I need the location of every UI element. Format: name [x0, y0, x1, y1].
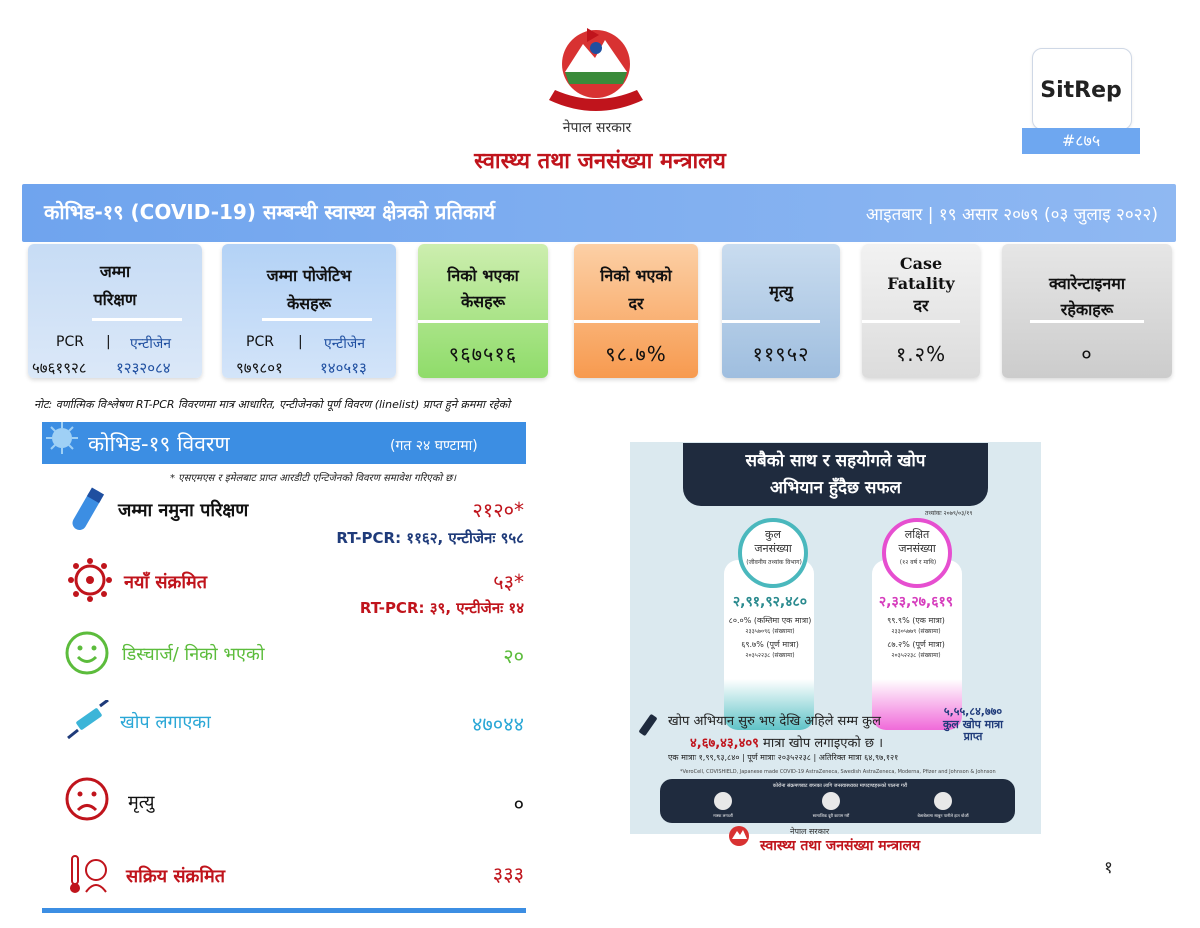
row-deaths-label: मृत्यु: [128, 792, 155, 813]
card-rate-rule: [574, 320, 698, 323]
poster-date: तथ्यांकः २०७९/०३/१९: [925, 510, 973, 517]
poster-headline2: अभियान हुँदैछ सफल: [770, 478, 901, 498]
poster-foot-label2: सामाजिक दूरी कायम गरौं: [812, 813, 850, 818]
card-positive-sep: |: [298, 334, 303, 350]
card-rate-label2: दर: [628, 294, 644, 313]
row-new-infected-value: ५३*: [493, 570, 524, 594]
card-cfr-label2: Fatality: [887, 274, 955, 293]
poster-right-title2: जनसंख्या: [898, 542, 936, 555]
panel-title: कोभिड-१९ विवरण: [88, 432, 230, 456]
banner-date: आइतबार | १९ असार २०७९ (०३ जुलाइ २०२२): [865, 205, 1158, 225]
card-cfr-label3: दर: [913, 296, 929, 315]
poster-vaccines-list: *VeroCell, COVISHIELD, Japanese made COVID-19 AstraZeneca, Swedish AstraZeneca, Moderna, Pfizer and Johnson & Johnson: [680, 769, 996, 775]
card-positive-pcr-label: PCR: [246, 334, 274, 350]
card-total-tests-rule: [92, 318, 182, 321]
card-positive-label2: केसहरू: [286, 294, 332, 313]
poster-handwash-icon: [934, 792, 952, 810]
poster-ministry: स्वास्थ्य तथा जनसंख्या मन्त्रालय: [760, 838, 921, 854]
row-new-infected-label: नयाँ संक्रमित: [124, 572, 208, 593]
poster-left-p2: ६९.७% (पूर्ण मात्रा): [741, 640, 799, 649]
card-recovered-value: ९६७५१६: [448, 342, 518, 366]
panel-bottom-bar: [42, 908, 526, 913]
card-total-tests-label1: जम्मा: [99, 262, 131, 281]
thermometer-icon: [66, 852, 112, 896]
row-discharged-label: डिस्चार्ज/ निको भएको: [122, 644, 265, 665]
poster-left-value: २,९१,९२,४८०: [732, 594, 808, 610]
sitrep-label: SitRep: [1040, 78, 1122, 103]
poster-left-title2: जनसंख्या: [754, 542, 792, 555]
poster-emblem-logo: [727, 824, 751, 848]
card-positive-rule: [262, 318, 372, 321]
card-total-tests-sep: |: [106, 334, 111, 350]
poster-right-note: (१२ वर्ष र माथि): [899, 559, 937, 566]
poster-right-p2b: २०३५२२३८ (संख्यामा): [891, 652, 941, 659]
poster-gov-name: नेपाल सरकार: [790, 827, 830, 836]
card-total-tests-antigen-value: १२३२०८४: [116, 359, 171, 377]
row-total-samples-value: २१२०*: [472, 498, 524, 522]
card-cfr-label1: Case: [899, 254, 943, 273]
row-total-samples-sub: RT-PCR: ११६२, एन्टीजेनः ९५८: [336, 529, 524, 547]
poster-campaign-line1: खोप अभियान सुरु भए देखि अहिले सम्म कुल: [668, 714, 881, 729]
card-rate-label1: निको भएको: [600, 266, 672, 285]
ministry-title: स्वास्थ्य तथा जनसंख्या मन्त्रालय: [474, 148, 726, 174]
poster-campaign-rest: मात्रा खोप लगाइएको छ ।: [763, 736, 884, 751]
poster-left-title1: कुल: [765, 528, 781, 541]
card-positive-label1: जम्मा पोजेटिभ: [266, 266, 352, 285]
sad-face-icon: [64, 776, 110, 822]
poster-footer-text: कोरोना संक्रमणबाट बच्नका लागि जनस्वास्थ्यका मापदण्डहरूको पालना गरौं: [772, 783, 908, 789]
syringe-icon: [62, 700, 112, 744]
card-positive-antigen-value: १४०५१३: [320, 359, 367, 377]
row-active-label: सक्रिय संक्रमित: [126, 866, 226, 887]
card-positive-antigen-label: एन्टीजेन: [324, 336, 365, 352]
page-number: १: [1104, 858, 1113, 878]
poster-left-p1: ८०.०% (कम्तिमा एक मात्रा): [728, 616, 812, 625]
card-rate-value: ९८.७%: [605, 342, 667, 366]
row-active-value: ३३३: [492, 862, 524, 886]
row-vaccinated-label: खोप लगाएका: [120, 712, 211, 733]
card-recovered-label2: केसहरू: [460, 292, 506, 311]
card-recovered-rule: [418, 320, 548, 323]
poster-foot-label3: बेलाबेलामा साबुन पानीले हात धोऔं: [917, 813, 969, 818]
poster-total-label2: प्राप्त: [963, 730, 983, 743]
virus-red-icon: [66, 556, 114, 604]
poster-left-note: (जीवनीय तथ्यांक विभाग): [746, 559, 802, 566]
row-new-infected-sub: RT-PCR: ३९, एन्टीजेनः १४: [359, 599, 524, 617]
card-total-tests-label2: परिक्षण: [93, 290, 137, 309]
panel-note: * एसएमएस र इमेलबाट प्राप्त आरडीटी एन्टिजेनको विवरण समावेश गरिएको छ।: [170, 473, 457, 484]
poster-right-value: २,३३,२७,६१९: [878, 594, 954, 610]
poster-campaign-line2: [690, 733, 883, 751]
poster-syringe-icon: [636, 704, 666, 744]
poster-headline1: सबैको साथ र सहयोगले खोप: [745, 451, 926, 471]
smiley-icon: [64, 630, 110, 676]
banner-title: कोभिड-१९ (COVID-19) सम्बन्धी स्वास्थ्य क्षेत्रको प्रतिकार्य: [44, 200, 496, 224]
card-deaths-label: मृत्यु: [769, 282, 793, 301]
card-total-tests-pcr-value: ५७६१९२८: [32, 359, 87, 377]
poster-total-value: ५,५५,८४,७७०: [943, 705, 1003, 718]
card-recovered-label1: निको भएका: [447, 266, 519, 285]
row-discharged-value: २०: [503, 644, 524, 668]
card-positive-pcr-value: ९७९८०१: [236, 359, 283, 377]
card-quarantine-label1: क्वारेन्टाइनमा: [1049, 274, 1125, 293]
poster-doses-line: एक मात्राः १,९९,९३,८४० | पूर्ण मात्राः २०३५२२३८ | अतिरिक्त मात्रा ६४,९७,१२१: [668, 753, 899, 762]
card-quarantine-value: ०: [1081, 342, 1093, 366]
card-cfr-value: १.२%: [895, 342, 947, 366]
poster-mask-icon: [714, 792, 732, 810]
row-deaths-value: ०: [513, 792, 524, 816]
row-total-samples-label: जम्मा नमुना परिक्षण: [118, 500, 249, 521]
nepal-emblem-logo: [543, 22, 649, 112]
test-tube-icon: [64, 486, 110, 538]
poster-right-title1: लक्षित: [904, 528, 930, 541]
card-total-tests-antigen-label: एन्टीजेन: [130, 336, 171, 352]
card-quarantine-label2: रहेकाहरू: [1060, 300, 1114, 319]
card-deaths-value: ११९५२: [752, 342, 810, 366]
gov-name: नेपाल सरकार: [562, 120, 632, 136]
sitrep-number: #८७५: [1022, 128, 1140, 154]
card-cfr-rule: [862, 320, 960, 323]
poster-right-p1b: २३३०५७७९ (संख्यामा): [891, 628, 941, 635]
card-total-tests-pcr-label: PCR: [56, 334, 84, 350]
card-deaths-rule: [722, 320, 820, 323]
poster-left-p2b: २०३५२२३८ (संख्यामा): [745, 652, 795, 659]
row-vaccinated-value: ४७०४४: [472, 712, 524, 736]
poster-foot-label1: मास्क लगाऔं: [713, 813, 733, 818]
poster-campaign-value: ४,६७,४३,४०९: [690, 736, 759, 751]
poster-distance-icon: [822, 792, 840, 810]
poster-total-label1: कुल खोप मात्रा: [942, 718, 1003, 731]
card-quarantine-rule: [1030, 320, 1144, 323]
poster-left-p1b: २३३५७०९६ (संख्यामा): [745, 628, 795, 635]
analysis-note: नोट: वर्णात्मिक विश्लेषण RT-PCR विवरणमा मात्र आधारित, एन्टीजेनको पूर्ण विवरण (linelist) प्राप्त हुने क्रममा रहेको: [34, 398, 511, 411]
panel-subtitle: (गत २४ घण्टामा): [390, 438, 478, 454]
virus-icon: [44, 420, 80, 456]
poster-right-p2: ८७.२% (पूर्ण मात्रा): [887, 640, 945, 649]
poster-right-p1: ९९.९% (एक मात्रा): [887, 616, 945, 625]
